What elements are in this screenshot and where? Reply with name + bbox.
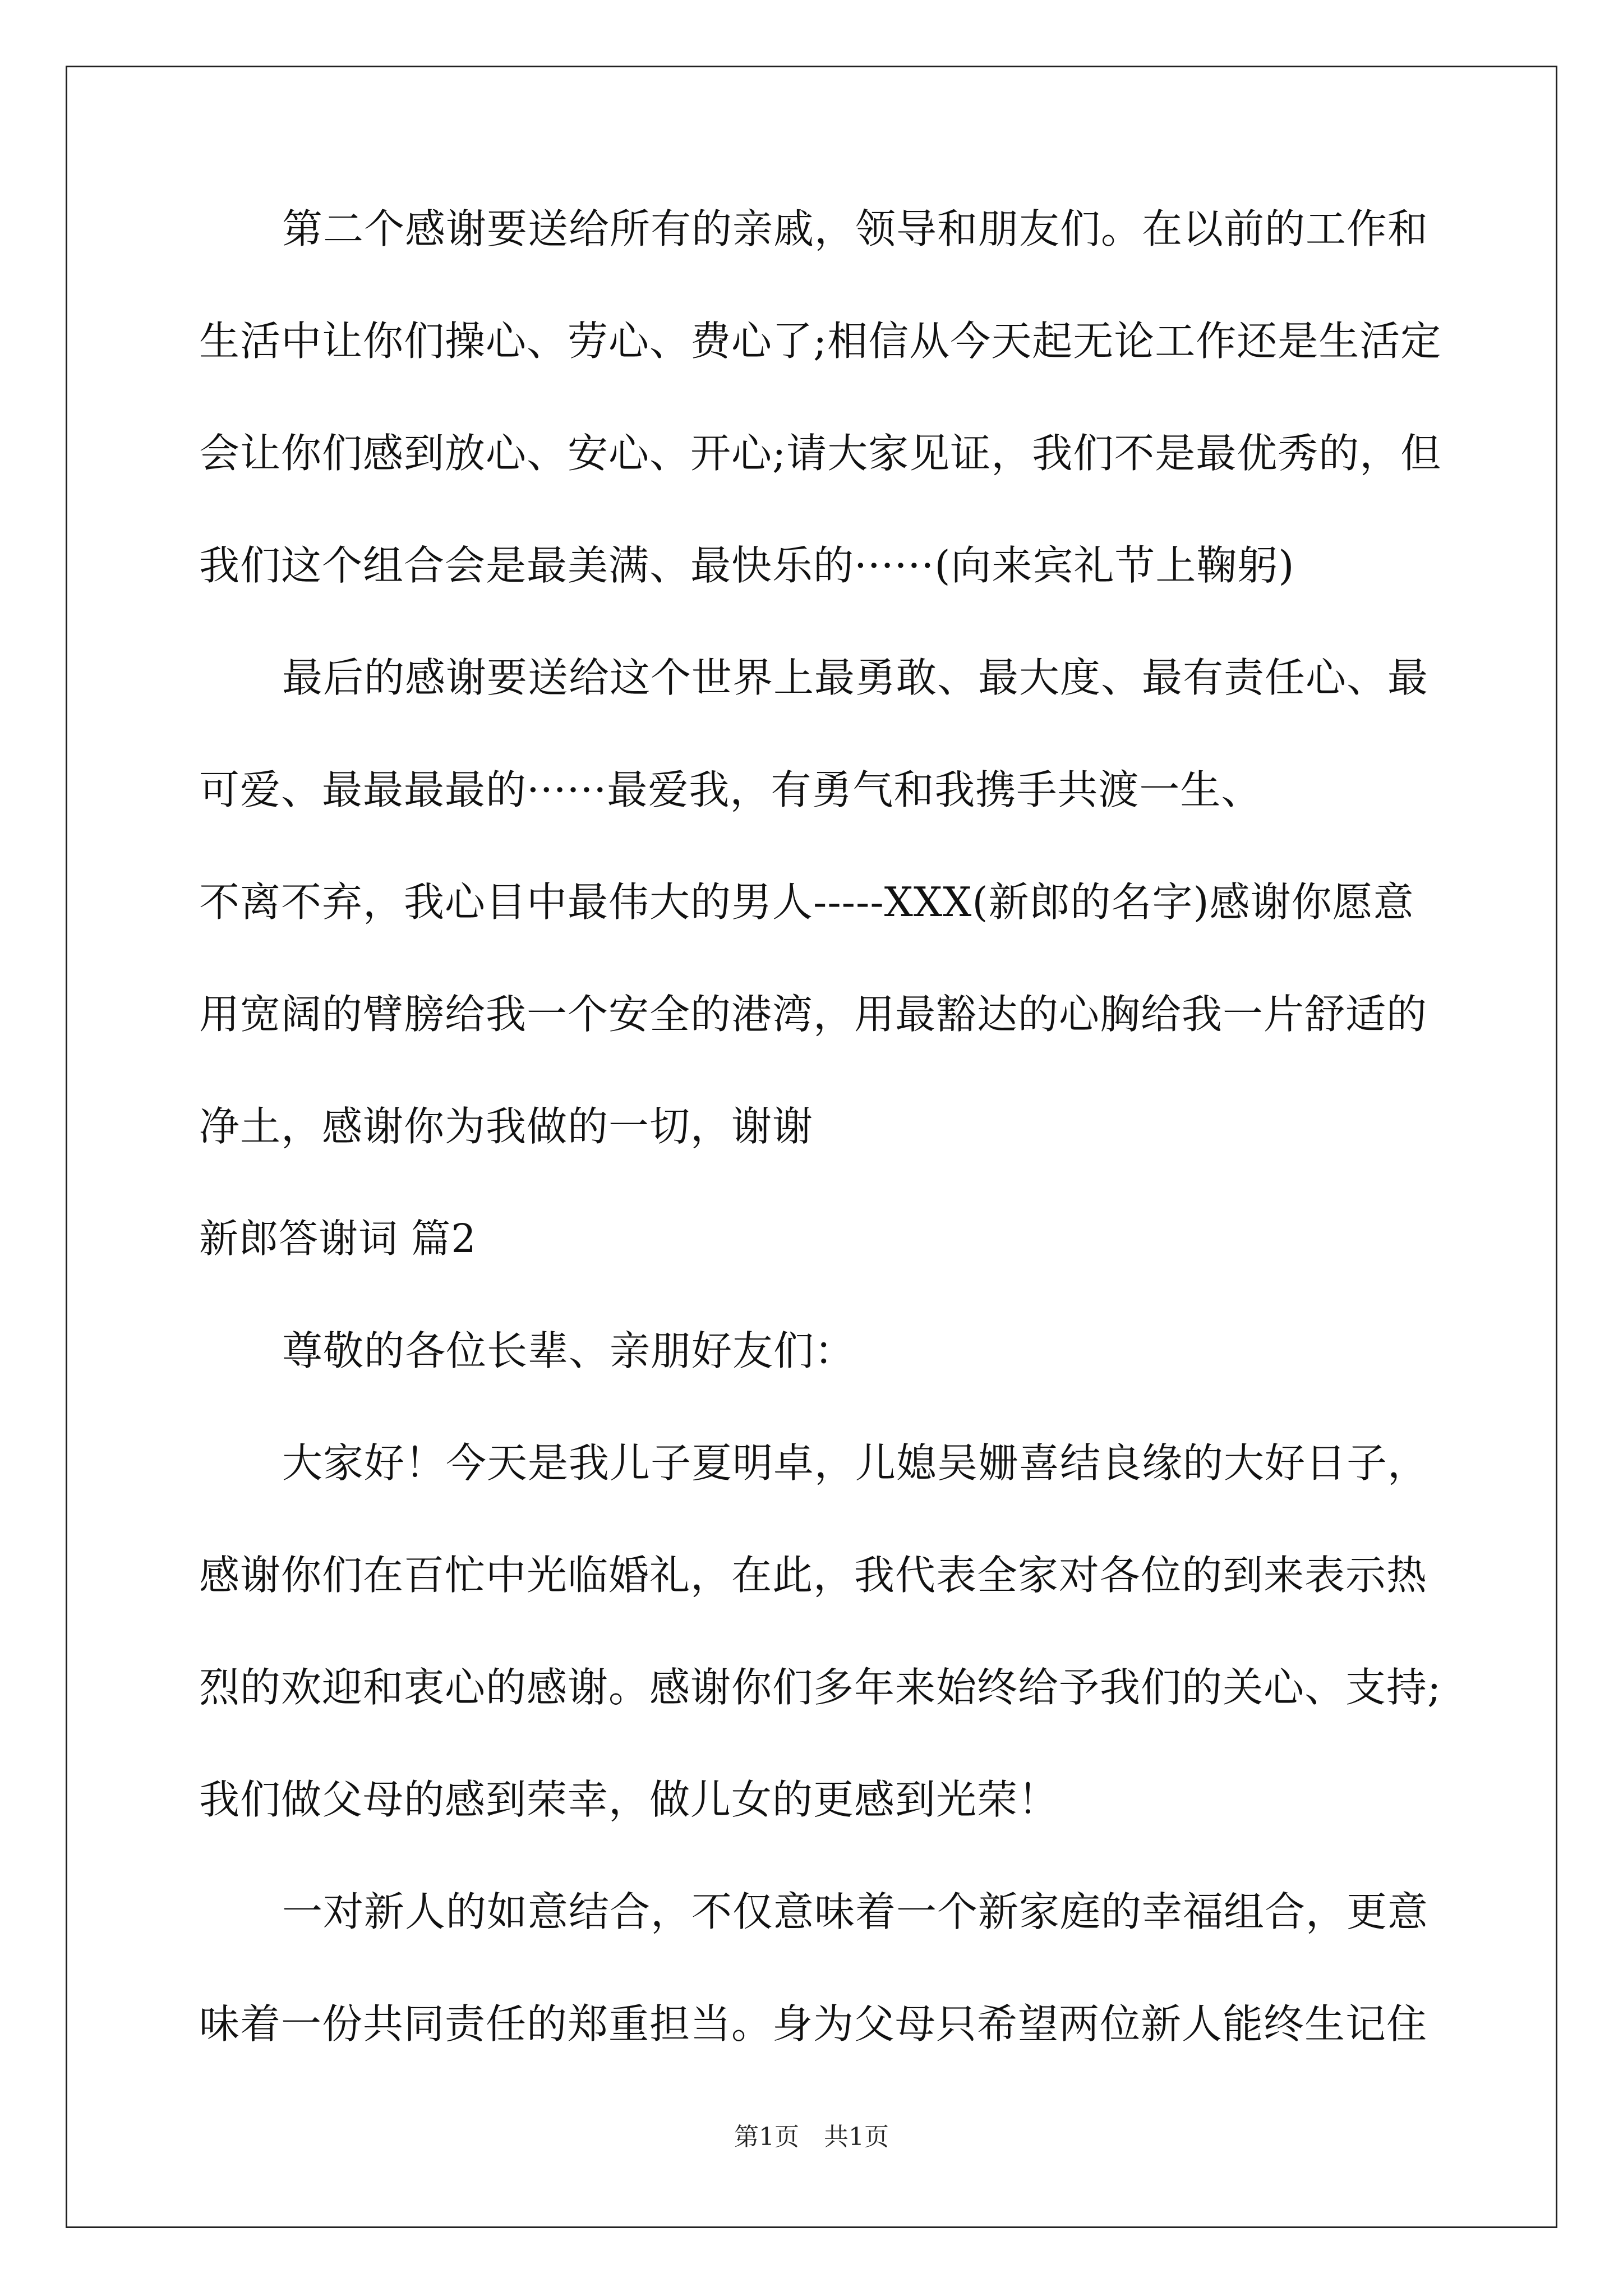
text-line: 净土，感谢你为我做的一切，谢谢 [199,1103,814,1150]
text-line: 一对新人的如意结合，不仅意味着一个新家庭的幸福组合，更意 [282,1888,1429,1935]
text-line: 不离不弃，我心目中最伟大的男人-----XXX(新郎的名字)感谢你愿意 [199,878,1414,926]
text-line: 我们这个组合会是最美满、最快乐的······(向来宾礼节上鞠躬) [199,542,1295,589]
text-line: 尊敬的各位长辈、亲朋好友们： [282,1327,856,1374]
text-line: 可爱、最最最最的······最爱我，有勇气和我携手共渡一生、 [199,766,1262,813]
section-heading: 新郎答谢词 篇2 [199,1216,477,1262]
page-number-label: 第1页 共1页 [734,2123,889,2151]
text-line: 会让你们感到放心、安心、开心;请大家见证，我们不是最优秀的，但 [199,430,1442,477]
text-line: 烈的欢迎和衷心的感谢。感谢你们多年来始终给予我们的关心、支持; [199,1664,1442,1711]
text-line: 感谢你们在百忙中光临婚礼，在此，我代表全家对各位的到来表示热 [199,1552,1428,1599]
text-line: 生活中让你们操心、劳心、费心了;相信从今天起无论工作还是生活定 [199,318,1442,365]
text-line: 味着一份共同责任的郑重担当。身为父母只希望两位新人能终生记住 [199,2000,1428,2047]
page-footer [0,2120,1623,2154]
document-body [199,202,1442,2109]
text-line: 我们做父母的感到荣幸，做儿女的更感到光荣！ [199,1776,1059,1823]
text-line: 大家好！今天是我儿子夏明卓，儿媳吴姗喜结良缘的大好日子， [282,1439,1429,1487]
text-line: 最后的感谢要送给这个世界上最勇敢、最大度、最有责任心、最 [282,654,1429,701]
text-line: 第二个感谢要送给所有的亲戚，领导和朋友们。在以前的工作和 [282,205,1429,252]
text-line: 用宽阔的臂膀给我一个安全的港湾，用最豁达的心胸给我一片舒适的 [199,991,1428,1038]
